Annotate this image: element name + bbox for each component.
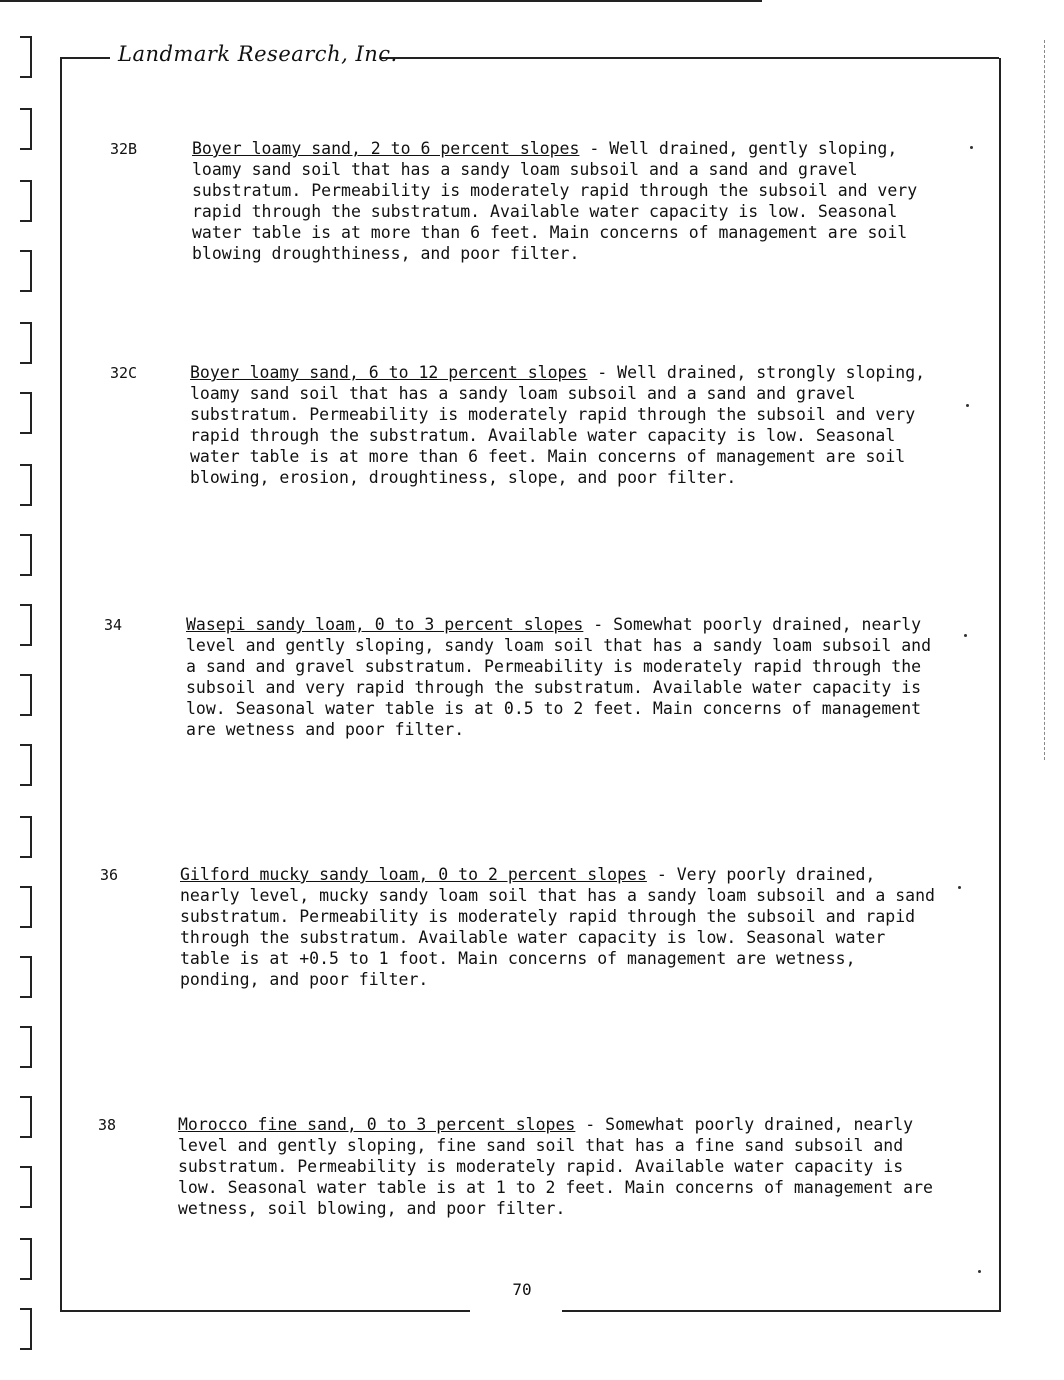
map-unit-code: 34 [104,616,123,634]
binder-ring [20,180,32,222]
soil-description-text: - Somewhat poorly drained, nearly level and gently sloping, fine sand soil that has a fine sand subsoil and substratum. Permeability is moderately rapid. Available water capacity is low. Seasonal water table is at 1 to 2 feet. Main concerns of management are wetness, soil blowing, and poor filter. [178,1115,933,1218]
scan-speck [964,634,967,637]
soil-description [192,138,952,264]
soil-title: Morocco fine sand, 0 to 3 percent slopes [178,1115,576,1134]
frame-top-left-rule [60,57,110,59]
scan-speck [958,886,961,889]
soil-description-text: - Somewhat poorly drained, nearly level and gently sloping, sandy loam soil that has a sandy loam subsoil and a sand and gravel substratum. Permeability is moderately rapid through the subsoil and very rapid through the substratum. Available water capacity is low. Seasonal water table is at 0.5 to 2 feet. Main concerns of management are wetness and poor filter. [186,615,932,739]
binder-ring [20,744,32,786]
binder-ring [20,1166,32,1208]
scan-speck [966,404,969,407]
binder-ring [20,1026,32,1068]
binder-ring [20,674,32,716]
scan-edge-marks [1044,40,1045,760]
binder-ring [20,886,32,928]
soil-description-text: - Very poorly drained, nearly level, mucky sandy loam soil that has a sandy loam subsoil and a sand substratum. Permeability is moderately rapid through the subsoil and rapid through the substratum. Available water capacity is low. Seasonal water table is at +0.5 to 1 foot. Main concerns of management are wetness, ponding, and poor filter. [180,865,935,989]
map-unit-code: 38 [98,1116,117,1134]
binder-ring [20,108,32,150]
binder-ring [20,392,32,434]
soil-description-text: - Well drained, strongly sloping, loamy sand soil that has a sandy loam subsoil and a sand and gravel substratum. Permeability is moderately rapid through the subsoil and very rapid through the substratum. Available water capacity is low. Seasonal water table is at more than 6 feet. Main concerns of management are soil blowing, erosion, droughtiness, slope, and poor filter. [190,363,926,487]
soil-title: Wasepi sandy loam, 0 to 3 percent slopes [186,615,584,634]
scan-speck [978,1270,981,1273]
top-rule [0,0,762,2]
binder-ring [20,1238,32,1280]
map-unit-code: 36 [100,866,119,884]
soil-description [178,1114,938,1219]
map-unit-code: 32B [110,140,138,158]
map-unit-code: 32C [110,364,138,382]
company-logo: Landmark Research, Inc. [118,42,398,66]
soil-title: Boyer loamy sand, 2 to 6 percent slopes [192,139,580,158]
soil-description-text: - Well drained, gently sloping, loamy sand soil that has a sandy loam subsoil and a sand and gravel substratum. Permeability is moderately rapid through the subsoil and very rapid through the substratum. Available water capacity is low. Seasonal water table is at more than 6 feet. Main concerns of management are soil blowing droughthiness, and poor filter. [192,139,918,263]
binder-ring [20,956,32,998]
page-number: 70 [512,1280,532,1299]
frame-bottom-gap [470,1300,562,1316]
soil-title: Gilford mucky sandy loam, 0 to 2 percent slopes [180,865,647,884]
soil-description [180,864,940,990]
soil-description [186,614,946,740]
binder-ring [20,322,32,364]
frame-top-right-rule [380,57,999,59]
binder-holes [14,24,40,1364]
binder-ring [20,250,32,292]
binder-ring [20,604,32,646]
binder-ring [20,464,32,506]
binder-ring [20,1096,32,1138]
binder-ring [20,816,32,858]
scan-speck [970,146,973,149]
binder-ring [20,1308,32,1350]
soil-title: Boyer loamy sand, 6 to 12 percent slopes [190,363,588,382]
binder-ring [20,36,32,78]
binder-ring [20,534,32,576]
soil-description [190,362,950,488]
